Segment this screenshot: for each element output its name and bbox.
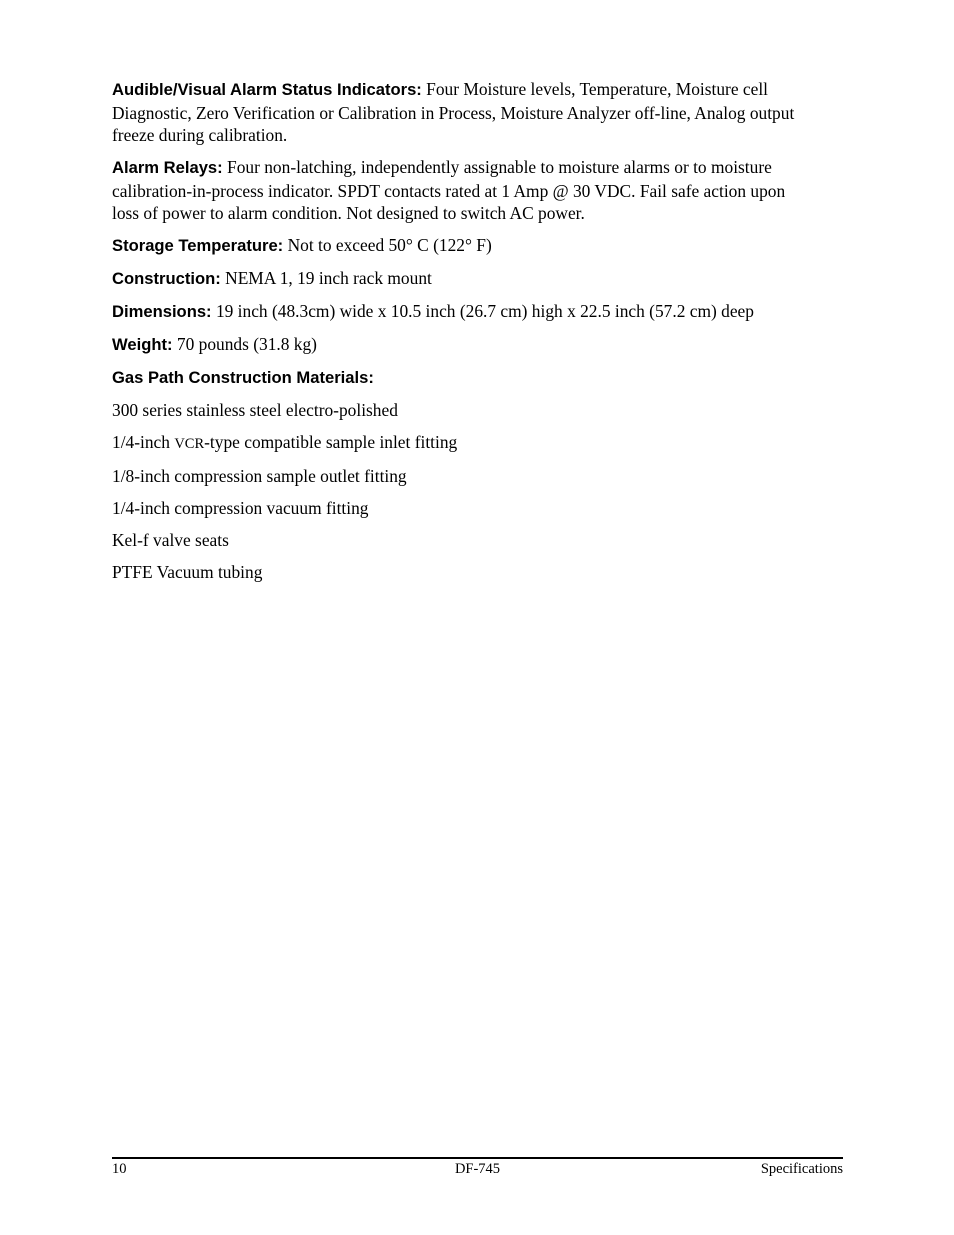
- list-item: Kel-f valve seats: [112, 530, 229, 550]
- dimensions-text: 19 inch (48.3cm) wide x 10.5 inch (26.7 cm) high x 22.5 inch (57.2 cm) deep: [211, 301, 754, 321]
- page-number: 10: [112, 1161, 127, 1177]
- document-id: DF-745: [454, 1161, 501, 1177]
- dimensions-label: Dimensions:: [112, 302, 212, 321]
- alarm-status-text: Four Moisture levels, Temperature, Moisture cell Diagnostic, Zero Verification or Calibration in Process, Moisture Analyzer off-line, Analog output freeze during calibration.: [112, 79, 795, 145]
- storage-temperature-label: Storage Temperature:: [112, 236, 284, 255]
- spec-content: [112, 78, 802, 593]
- weight-text: 70 pounds (31.8 kg): [172, 334, 317, 354]
- materials-list: [112, 399, 802, 584]
- alarm-relays-label: Alarm Relays:: [112, 158, 223, 177]
- dimensions-paragraph: [112, 300, 802, 324]
- construction-paragraph: [112, 267, 802, 291]
- list-item: 1/8-inch compression sample outlet fitting: [112, 466, 407, 486]
- gas-path-label: Gas Path Construction Materials:: [112, 368, 374, 387]
- list-item: PTFE Vacuum tubing: [112, 562, 263, 582]
- alarm-relays-paragraph: [112, 156, 802, 225]
- page-footer: [112, 1157, 843, 1181]
- storage-temperature-text: Not to exceed 50° C (122° F): [283, 235, 492, 255]
- section-name: Specifications: [760, 1161, 843, 1177]
- alarm-status-label: Audible/Visual Alarm Status Indicators:: [112, 80, 422, 99]
- weight-paragraph: [112, 333, 802, 357]
- weight-label: Weight:: [112, 335, 173, 354]
- list-item: 300 series stainless steel electro-polished: [112, 400, 398, 420]
- construction-text: NEMA 1, 19 inch rack mount: [220, 268, 432, 288]
- alarm-status-paragraph: [112, 78, 802, 147]
- gas-path-heading: [112, 366, 802, 390]
- vcr-smallcaps: VCR: [174, 436, 205, 452]
- storage-temperature-paragraph: [112, 234, 802, 258]
- item-suffix: -type compatible sample inlet fitting: [204, 432, 458, 452]
- item-prefix: 1/4-inch: [112, 432, 175, 452]
- alarm-relays-text: Four non-latching, independently assignable to moisture alarms or to moisture calibration-in-process indicator. SPDT contacts rated at 1 Amp @ 30 VDC. Fail safe action upon loss of power to alarm condition. Not designed to switch AC power.: [112, 157, 786, 223]
- list-item: [112, 431, 802, 456]
- construction-label: Construction:: [112, 269, 221, 288]
- list-item: 1/4-inch compression vacuum fitting: [112, 498, 369, 518]
